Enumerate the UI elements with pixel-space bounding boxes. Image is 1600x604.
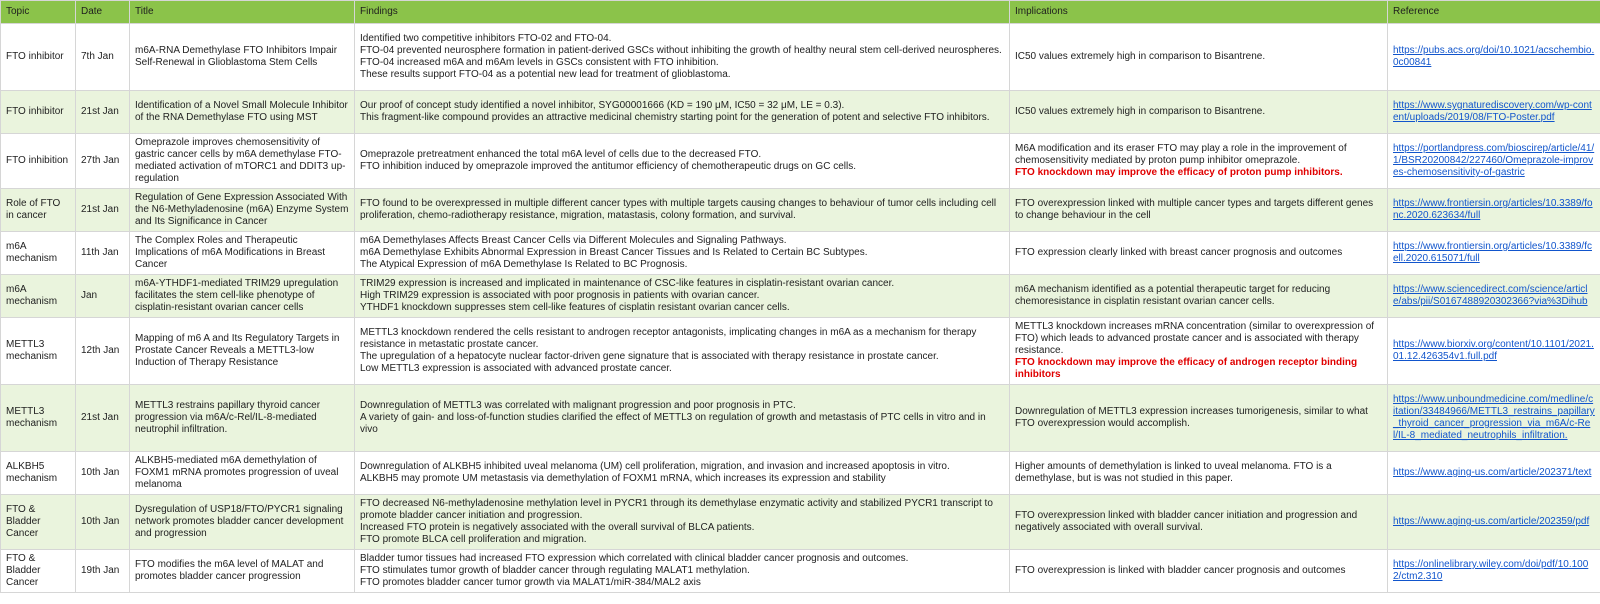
reference-link[interactable]: https://www.sygnaturediscovery.com/wp-content/uploads/2019/08/FTO-Poster.pdf (1393, 100, 1592, 123)
cell-date: 10th Jan (76, 495, 130, 550)
implication-text: METTL3 knockdown increases mRNA concentration (similar to overexpression of FTO) which leads to advanced prostate cancer and is associated with therapy resistance. (1015, 321, 1375, 356)
cell-date: 7th Jan (76, 24, 130, 91)
finding-line: m6A Demethylases Affects Breast Cancer Cells via Different Molecules and Signaling Pathways. (360, 235, 787, 246)
cell-implications (1010, 232, 1388, 275)
cell-date: 21st Jan (76, 91, 130, 134)
finding-line: High TRIM29 expression is associated with poor prognosis in patients with ovarian cancer. (360, 290, 760, 301)
cell-reference (1388, 318, 1600, 385)
finding-line: Downregulation of METTL3 was correlated with malignant progression and poor prognosis in PTC. (360, 400, 796, 411)
reference-link[interactable]: https://www.aging-us.com/article/202359/pdf (1393, 516, 1590, 527)
cell-topic: FTO inhibitor (1, 24, 76, 91)
header-title: Title (130, 1, 355, 24)
finding-line: FTO promote BLCA cell proliferation and migration. (360, 534, 587, 545)
cell-implications (1010, 189, 1388, 232)
finding-line: YTHDF1 knockdown suppresses stem cell-like features of cisplatin resistant ovarian cancer cells. (360, 302, 790, 313)
finding-line: m6A Demethylase Exhibits Abnormal Expression in Breast Cancer Tissues and Is Related to Certain BC Subtypes. (360, 247, 868, 258)
cell-findings (355, 452, 1010, 495)
finding-line: FTO decreased N6-methyladenosine methylation level in PYCR1 through its demethylase enzymatic activity and stabilized PYCR1 transcript to promote bladder cancer initiation and progression. (360, 498, 993, 521)
cell-findings (355, 275, 1010, 318)
cell-reference (1388, 550, 1600, 593)
cell-findings (355, 189, 1010, 232)
reference-link[interactable]: https://www.sciencedirect.com/science/article/abs/pii/S0167488920302366?via%3Dihub (1393, 284, 1588, 307)
cell-reference (1388, 232, 1600, 275)
cell-title: Identification of a Novel Small Molecule Inhibitor of the RNA Demethylase FTO using MST (130, 91, 355, 134)
cell-implications (1010, 495, 1388, 550)
cell-date: 21st Jan (76, 189, 130, 232)
cell-implications (1010, 385, 1388, 452)
implication-text: M6A modification and its eraser FTO may play a role in the improvement of chemosensitivity mediated by proton pump inhibitor omeprazole. (1015, 143, 1347, 166)
finding-line: Increased FTO protein is negatively associated with the overall survival of BLCA patients. (360, 522, 755, 533)
cell-topic: FTO inhibition (1, 134, 76, 189)
finding-line: METTL3 knockdown rendered the cells resistant to androgen receptor antagonists, implicating changes in m6A as a mechanism for therapy resistance in metastatic prostate cancer. (360, 327, 977, 350)
cell-reference (1388, 275, 1600, 318)
cell-date: 11th Jan (76, 232, 130, 275)
cell-findings (355, 318, 1010, 385)
cell-title: Regulation of Gene Expression Associated With the N6-Methyladenosine (m6A) Enzyme System and Its Significance in Cancer (130, 189, 355, 232)
table-row (1, 189, 1600, 232)
finding-line: These results support FTO-04 as a potential new lead for treatment of glioblastoma. (360, 69, 731, 80)
header-findings: Findings (355, 1, 1010, 24)
cell-topic: FTO & Bladder Cancer (1, 495, 76, 550)
table-row (1, 385, 1600, 452)
cell-title: FTO modifies the m6A level of MALAT and promotes bladder cancer progression (130, 550, 355, 593)
cell-reference (1388, 24, 1600, 91)
header-implications: Implications (1010, 1, 1388, 24)
cell-reference (1388, 385, 1600, 452)
finding-line: Omeprazole pretreatment enhanced the total m6A level of cells due to the decreased FTO. (360, 149, 762, 160)
cell-findings (355, 495, 1010, 550)
implication-text: IC50 values extremely high in comparison to Bisantrene. (1015, 106, 1266, 117)
cell-title: METTL3 restrains papillary thyroid cancer progression via m6A/c-Rel/IL-8-mediated neutrophil infiltration. (130, 385, 355, 452)
header-row (1, 1, 1600, 24)
finding-line: The Atypical Expression of m6A Demethylase Is Related to BC Prognosis. (360, 259, 688, 270)
cell-title: Dysregulation of USP18/FTO/PYCR1 signaling network promotes bladder cancer development and progression (130, 495, 355, 550)
finding-line: FTO-04 prevented neurosphere formation in patient-derived GSCs without inhibiting the growth of healthy neural stem cell-derived neurospheres. (360, 45, 1002, 56)
finding-line: FTO inhibition induced by omeprazole improved the antitumor efficiency of chemotherapeutic drugs on GC cells. (360, 161, 856, 172)
cell-date: 19th Jan (76, 550, 130, 593)
implication-text: FTO overexpression linked with bladder cancer initiation and progression and negatively associated with overall survival. (1015, 510, 1358, 533)
implication-text: m6A mechanism identified as a potential therapeutic target for reducing chemoresistance in cisplatin resistant ovarian cancer cells. (1015, 284, 1331, 307)
finding-line: Low METTL3 expression is associated with advanced prostate cancer. (360, 363, 672, 374)
cell-findings (355, 134, 1010, 189)
cell-reference (1388, 134, 1600, 189)
finding-line: The upregulation of a hepatocyte nuclear factor-driven gene signature that is associated with therapy resistance in prostate cancer. (360, 351, 939, 362)
cell-reference (1388, 452, 1600, 495)
implication-text: FTO overexpression linked with multiple cancer types and targets different genes to change behaviour in the cell (1015, 198, 1374, 221)
cell-date: 12th Jan (76, 318, 130, 385)
reference-link[interactable]: https://pubs.acs.org/doi/10.1021/acschembio.0c00841 (1393, 45, 1595, 68)
cell-implications (1010, 134, 1388, 189)
table-row (1, 134, 1600, 189)
reference-link[interactable]: https://www.frontiersin.org/articles/10.3389/fcell.2020.615071/full (1393, 241, 1592, 264)
implication-text: FTO overexpression is linked with bladder cancer prognosis and outcomes (1015, 565, 1346, 576)
cell-title: ALKBH5-mediated m6A demethylation of FOXM1 mRNA promotes progression of uveal melanoma (130, 452, 355, 495)
cell-topic: Role of FTO in cancer (1, 189, 76, 232)
table-row (1, 232, 1600, 275)
cell-topic: m6A mechanism (1, 275, 76, 318)
header-date: Date (76, 1, 130, 24)
implication-highlight: FTO knockdown may improve the efficacy of androgen receptor binding inhibitors (1015, 357, 1358, 380)
table-row (1, 495, 1600, 550)
reference-link[interactable]: https://www.aging-us.com/article/202371/text (1393, 467, 1592, 478)
cell-implications (1010, 318, 1388, 385)
cell-implications (1010, 275, 1388, 318)
finding-line: FTO promotes bladder cancer tumor growth via MALAT1/miR-384/MAL2 axis (360, 577, 701, 588)
cell-title: Omeprazole improves chemosensitivity of gastric cancer cells by m6A demethylase FTO-mediated activation of mTORC1 and DDIT3 up-regulation (130, 134, 355, 189)
finding-line: This fragment-like compound provides an attractive medicinal chemistry starting point for the generation of potent and selective FTO inhibitors. (360, 112, 990, 123)
cell-topic: METTL3 mechanism (1, 318, 76, 385)
cell-reference (1388, 495, 1600, 550)
reference-link[interactable]: https://portlandpress.com/bioscirep/article/41/1/BSR20200842/227460/Omeprazole-improves-chemosensitivity-of-gastric (1393, 143, 1595, 178)
implication-text: Downregulation of METTL3 expression increases tumorigenesis, similar to what FTO overexpression would accomplish. (1015, 406, 1368, 429)
cell-findings (355, 385, 1010, 452)
cell-implications (1010, 452, 1388, 495)
table-row (1, 91, 1600, 134)
cell-findings (355, 550, 1010, 593)
cell-date: 27th Jan (76, 134, 130, 189)
cell-findings (355, 232, 1010, 275)
header-reference: Reference (1388, 1, 1600, 24)
finding-line: FTO-04 increased m6A and m6Am levels in GSCs consistent with FTO inhibition. (360, 57, 719, 68)
reference-link[interactable]: https://www.frontiersin.org/articles/10.3389/fonc.2020.623634/full (1393, 198, 1593, 221)
cell-topic: FTO inhibitor (1, 91, 76, 134)
finding-line: Downregulation of ALKBH5 inhibited uveal melanoma (UM) cell proliferation, migration, and invasion and increased apoptosis in vitro. (360, 461, 950, 472)
finding-line: A variety of gain- and loss-of-function studies clarified the effect of METTL3 on regulation of growth and metastasis of PTC cells in vitro and in vivo (360, 412, 986, 435)
implication-highlight: FTO knockdown may improve the efficacy of proton pump inhibitors. (1015, 167, 1343, 178)
finding-line: ALKBH5 may promote UM metastasis via demethylation of FOXM1 mRNA, which increases its expression and stability (360, 473, 886, 484)
cell-implications (1010, 24, 1388, 91)
cell-topic: METTL3 mechanism (1, 385, 76, 452)
cell-date: 21st Jan (76, 385, 130, 452)
finding-line: Identified two competitive inhibitors FTO-02 and FTO-04. (360, 33, 612, 44)
finding-line: FTO stimulates tumor growth of bladder cancer through regulating MALAT1 methylation. (360, 565, 750, 576)
cell-reference (1388, 189, 1600, 232)
cell-implications (1010, 550, 1388, 593)
cell-topic: FTO & Bladder Cancer (1, 550, 76, 593)
table-row (1, 24, 1600, 91)
cell-title: m6A-YTHDF1-mediated TRIM29 upregulation facilitates the stem cell-like phenotype of cisplatin-resistant ovarian cancer cells (130, 275, 355, 318)
cell-date: 10th Jan (76, 452, 130, 495)
table-row (1, 550, 1600, 593)
cell-findings (355, 24, 1010, 91)
finding-line: Bladder tumor tissues had increased FTO expression which correlated with clinical bladder cancer prognosis and outcomes. (360, 553, 909, 564)
cell-implications (1010, 91, 1388, 134)
table-row (1, 452, 1600, 495)
reference-link[interactable]: https://www.biorxiv.org/content/10.1101/2021.01.12.426354v1.full.pdf (1393, 339, 1594, 362)
header-topic: Topic (1, 1, 76, 24)
cell-topic: ALKBH5 mechanism (1, 452, 76, 495)
finding-line: Our proof of concept study identified a novel inhibitor, SYG00001666 (KD = 190 μM, IC50 = 32 μM, LE = 0.3). (360, 100, 845, 111)
cell-topic: m6A mechanism (1, 232, 76, 275)
implication-text: Higher amounts of demethylation is linked to uveal melanoma. FTO is a demethylase, but is was not studied in this paper. (1015, 461, 1332, 484)
cell-title: The Complex Roles and Therapeutic Implications of m6A Modifications in Breast Cancer (130, 232, 355, 275)
cell-title: m6A-RNA Demethylase FTO Inhibitors Impair Self-Renewal in Glioblastoma Stem Cells (130, 24, 355, 91)
finding-line: FTO found to be overexpressed in multiple different cancer types with multiple targets causing changes to behaviour of tumor cells including cell proliferation, chemo-radiotherapy resistance, migration, matastasis, colony formation, and survival. (360, 198, 997, 221)
reference-link[interactable]: https://www.unboundmedicine.com/medline/citation/33484966/METTL3_restrains_papillary_thyroid_cancer_progression_via_m6A/c-Rel/IL-8_mediated_neutrophils_infiltration. (1393, 394, 1595, 441)
cell-reference (1388, 91, 1600, 134)
finding-line: TRIM29 expression is increased and implicated in maintenance of CSC-like features in cisplatin-resistant ovarian cancer. (360, 278, 895, 289)
cell-title: Mapping of m6 A and Its Regulatory Targets in Prostate Cancer Reveals a METTL3-low Induction of Therapy Resistance (130, 318, 355, 385)
table-row (1, 318, 1600, 385)
reference-link[interactable]: https://onlinelibrary.wiley.com/doi/pdf/10.1002/ctm2.310 (1393, 559, 1589, 582)
cell-date: Jan (76, 275, 130, 318)
table-row (1, 275, 1600, 318)
cell-findings (355, 91, 1010, 134)
implication-text: IC50 values extremely high in comparison to Bisantrene. (1015, 51, 1266, 62)
implication-text: FTO expression clearly linked with breast cancer prognosis and outcomes (1015, 247, 1343, 258)
table-body (1, 24, 1600, 593)
